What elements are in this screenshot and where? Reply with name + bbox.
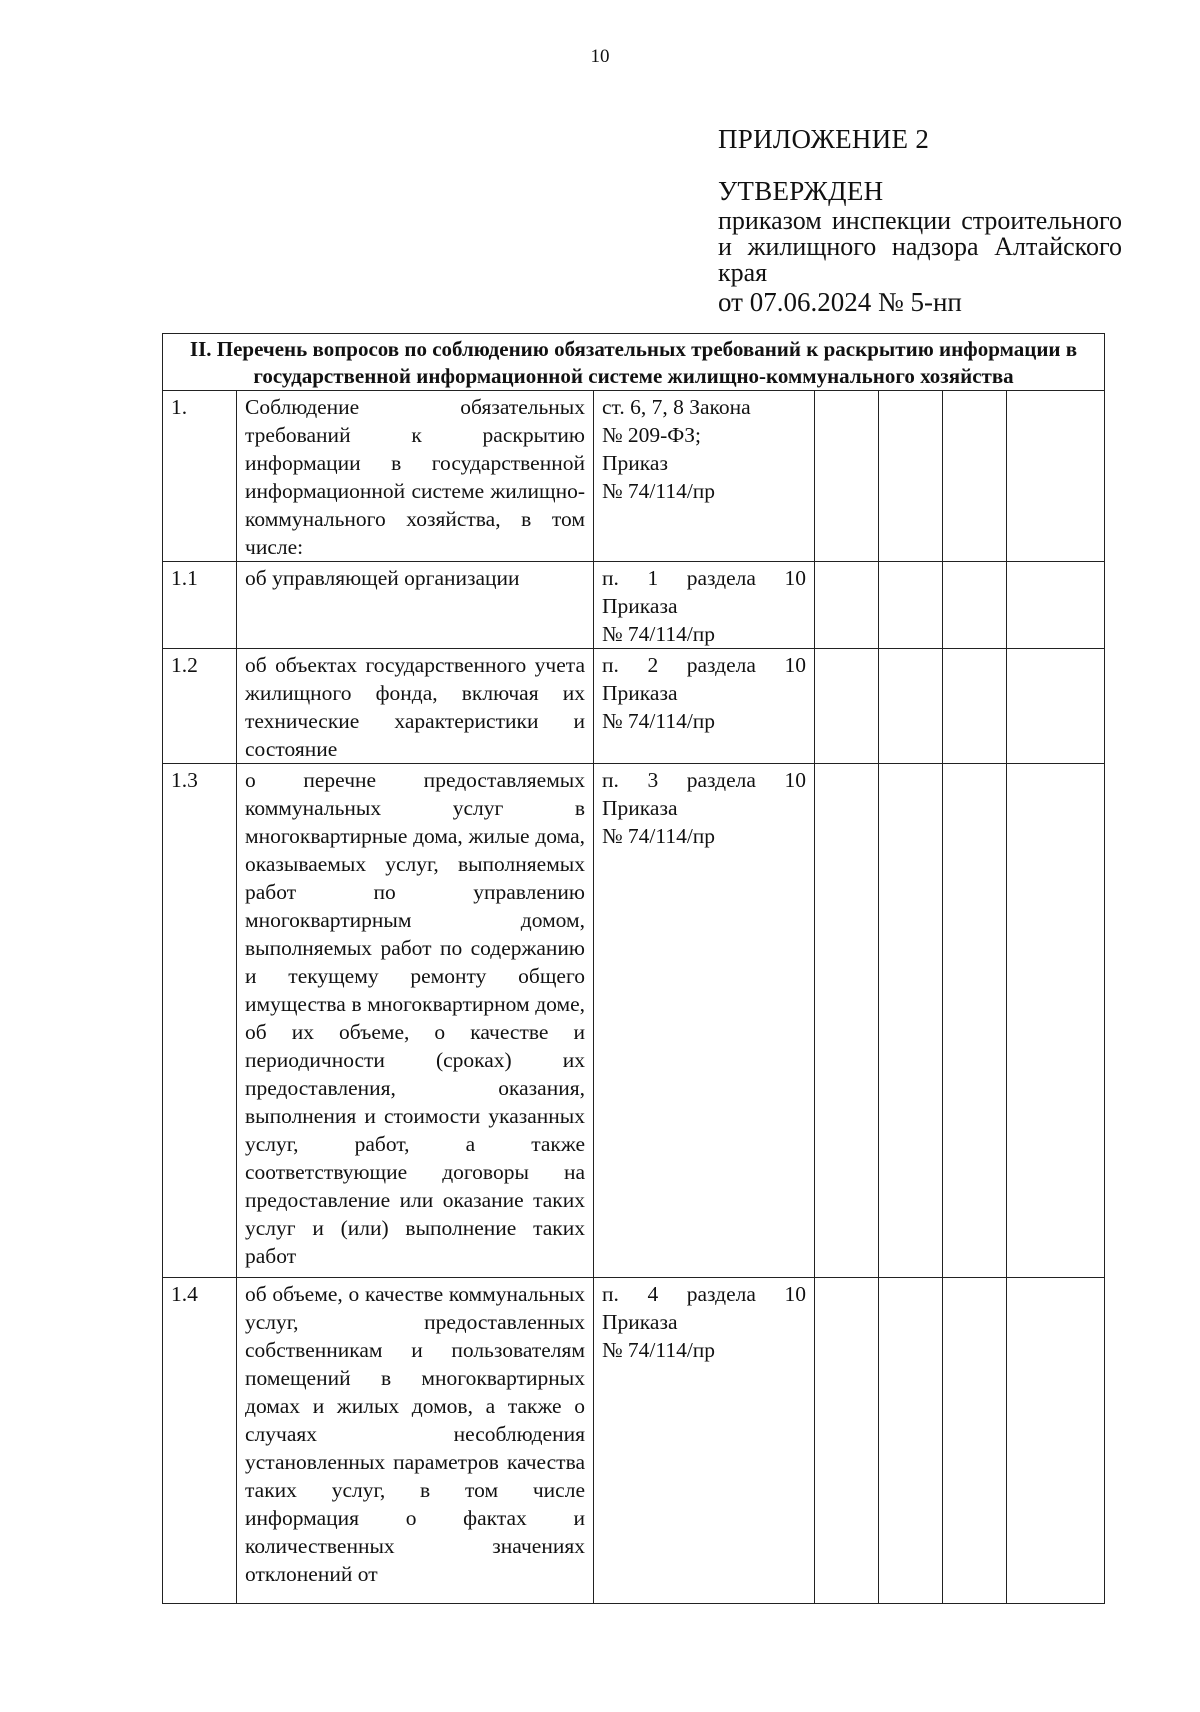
answer-cell <box>815 391 879 562</box>
item-question: об управляющей организации <box>237 562 594 649</box>
answer-cell <box>943 391 1007 562</box>
item-reference <box>594 562 815 649</box>
note-cell <box>1007 649 1105 764</box>
answer-cell <box>879 764 943 1278</box>
section-heading: II. Перечень вопросов по соблюдению обязательных требований к раскрытию информации в государственной информационной системе жилищно-коммунального хозяйства <box>163 334 1105 391</box>
answer-cell <box>815 562 879 649</box>
note-cell <box>1007 562 1105 649</box>
answer-cell <box>815 764 879 1278</box>
answer-cell <box>879 562 943 649</box>
answer-cell <box>943 562 1007 649</box>
item-number: 1. <box>163 391 237 562</box>
reference-line: п. 2 раздела 10 <box>602 653 806 677</box>
item-number: 1.1 <box>163 562 237 649</box>
item-reference <box>594 1278 815 1604</box>
answer-cell <box>943 764 1007 1278</box>
checklist-table <box>162 333 1105 1604</box>
page-number: 10 <box>590 46 610 67</box>
item-reference <box>594 649 815 764</box>
table-row <box>163 764 1105 1278</box>
reference-line: Приказ <box>602 451 668 475</box>
answer-cell <box>943 1278 1007 1604</box>
item-reference <box>594 391 815 562</box>
note-cell <box>1007 391 1105 562</box>
note-cell <box>1007 1278 1105 1604</box>
table-row <box>163 1278 1105 1604</box>
item-number: 1.3 <box>163 764 237 1278</box>
item-reference <box>594 764 815 1278</box>
reference-line: Приказа <box>602 681 678 705</box>
answer-cell <box>879 1278 943 1604</box>
reference-line: № 74/114/пр <box>602 824 716 848</box>
answer-cell <box>879 391 943 562</box>
item-number: 1.2 <box>163 649 237 764</box>
item-question: Соблюдение обязательных требований к раскрытию информации в государственной информационной системе жилищно-коммунального хозяйства, в том числе: <box>237 391 594 562</box>
answer-cell <box>943 649 1007 764</box>
reference-line: Приказа <box>602 594 678 618</box>
reference-line: Приказа <box>602 796 678 820</box>
reference-line: п. 1 раздела 10 <box>602 566 806 590</box>
table-row <box>163 391 1105 562</box>
item-question: о перечне предоставляемых коммунальных услуг в многоквартирные дома, жилые дома, оказываемых услуг, выполняемых работ по управлению многоквартирным домом, выполняемых работ по содержанию и текущему ремонту общего имущества в многоквартирном доме, об их объеме, о качестве и периодичности (сроках) их предоставления, оказания, выполнения и стоимости указанных услуг, работ, а также соответствующие договоры на предоставление или оказание таких услуг и (или) выполнение таких работ <box>237 764 594 1278</box>
reference-line: № 74/114/пр <box>602 709 716 733</box>
note-cell <box>1007 764 1105 1278</box>
answer-cell <box>879 649 943 764</box>
reference-line: № 209-ФЗ; <box>602 423 702 447</box>
item-number: 1.4 <box>163 1278 237 1604</box>
reference-line: п. 3 раздела 10 <box>602 768 806 792</box>
reference-line: № 74/114/пр <box>602 1338 716 1362</box>
appendix-title: ПРИЛОЖЕНИЕ 2 <box>718 124 930 154</box>
answer-cell <box>815 649 879 764</box>
table-row <box>163 649 1105 764</box>
approved-by-text: приказом инспекции строительного и жилищного надзора Алтайского края <box>718 206 1122 287</box>
document-reference: от 07.06.2024 № 5-нп <box>718 287 962 317</box>
item-question: об объектах государственного учета жилищного фонда, включая их технические характеристики и состояние <box>237 649 594 764</box>
reference-line: ст. 6, 7, 8 Закона <box>602 395 751 419</box>
reference-line: № 74/114/пр <box>602 622 716 646</box>
item-question: об объеме, о качестве коммунальных услуг, предоставленных собственникам и пользователям помещений в многоквартирных домах и жилых домов, а также о случаях несоблюдения установленных параметров качества таких услуг, в том числе информация о фактах и количественных значениях отклонений от <box>237 1278 594 1604</box>
answer-cell <box>815 1278 879 1604</box>
reference-line: Приказа <box>602 1310 678 1334</box>
approved-label: УТВЕРЖДЕН <box>718 176 884 206</box>
table-row <box>163 562 1105 649</box>
reference-line: п. 4 раздела 10 <box>602 1282 806 1306</box>
reference-line: № 74/114/пр <box>602 479 716 503</box>
